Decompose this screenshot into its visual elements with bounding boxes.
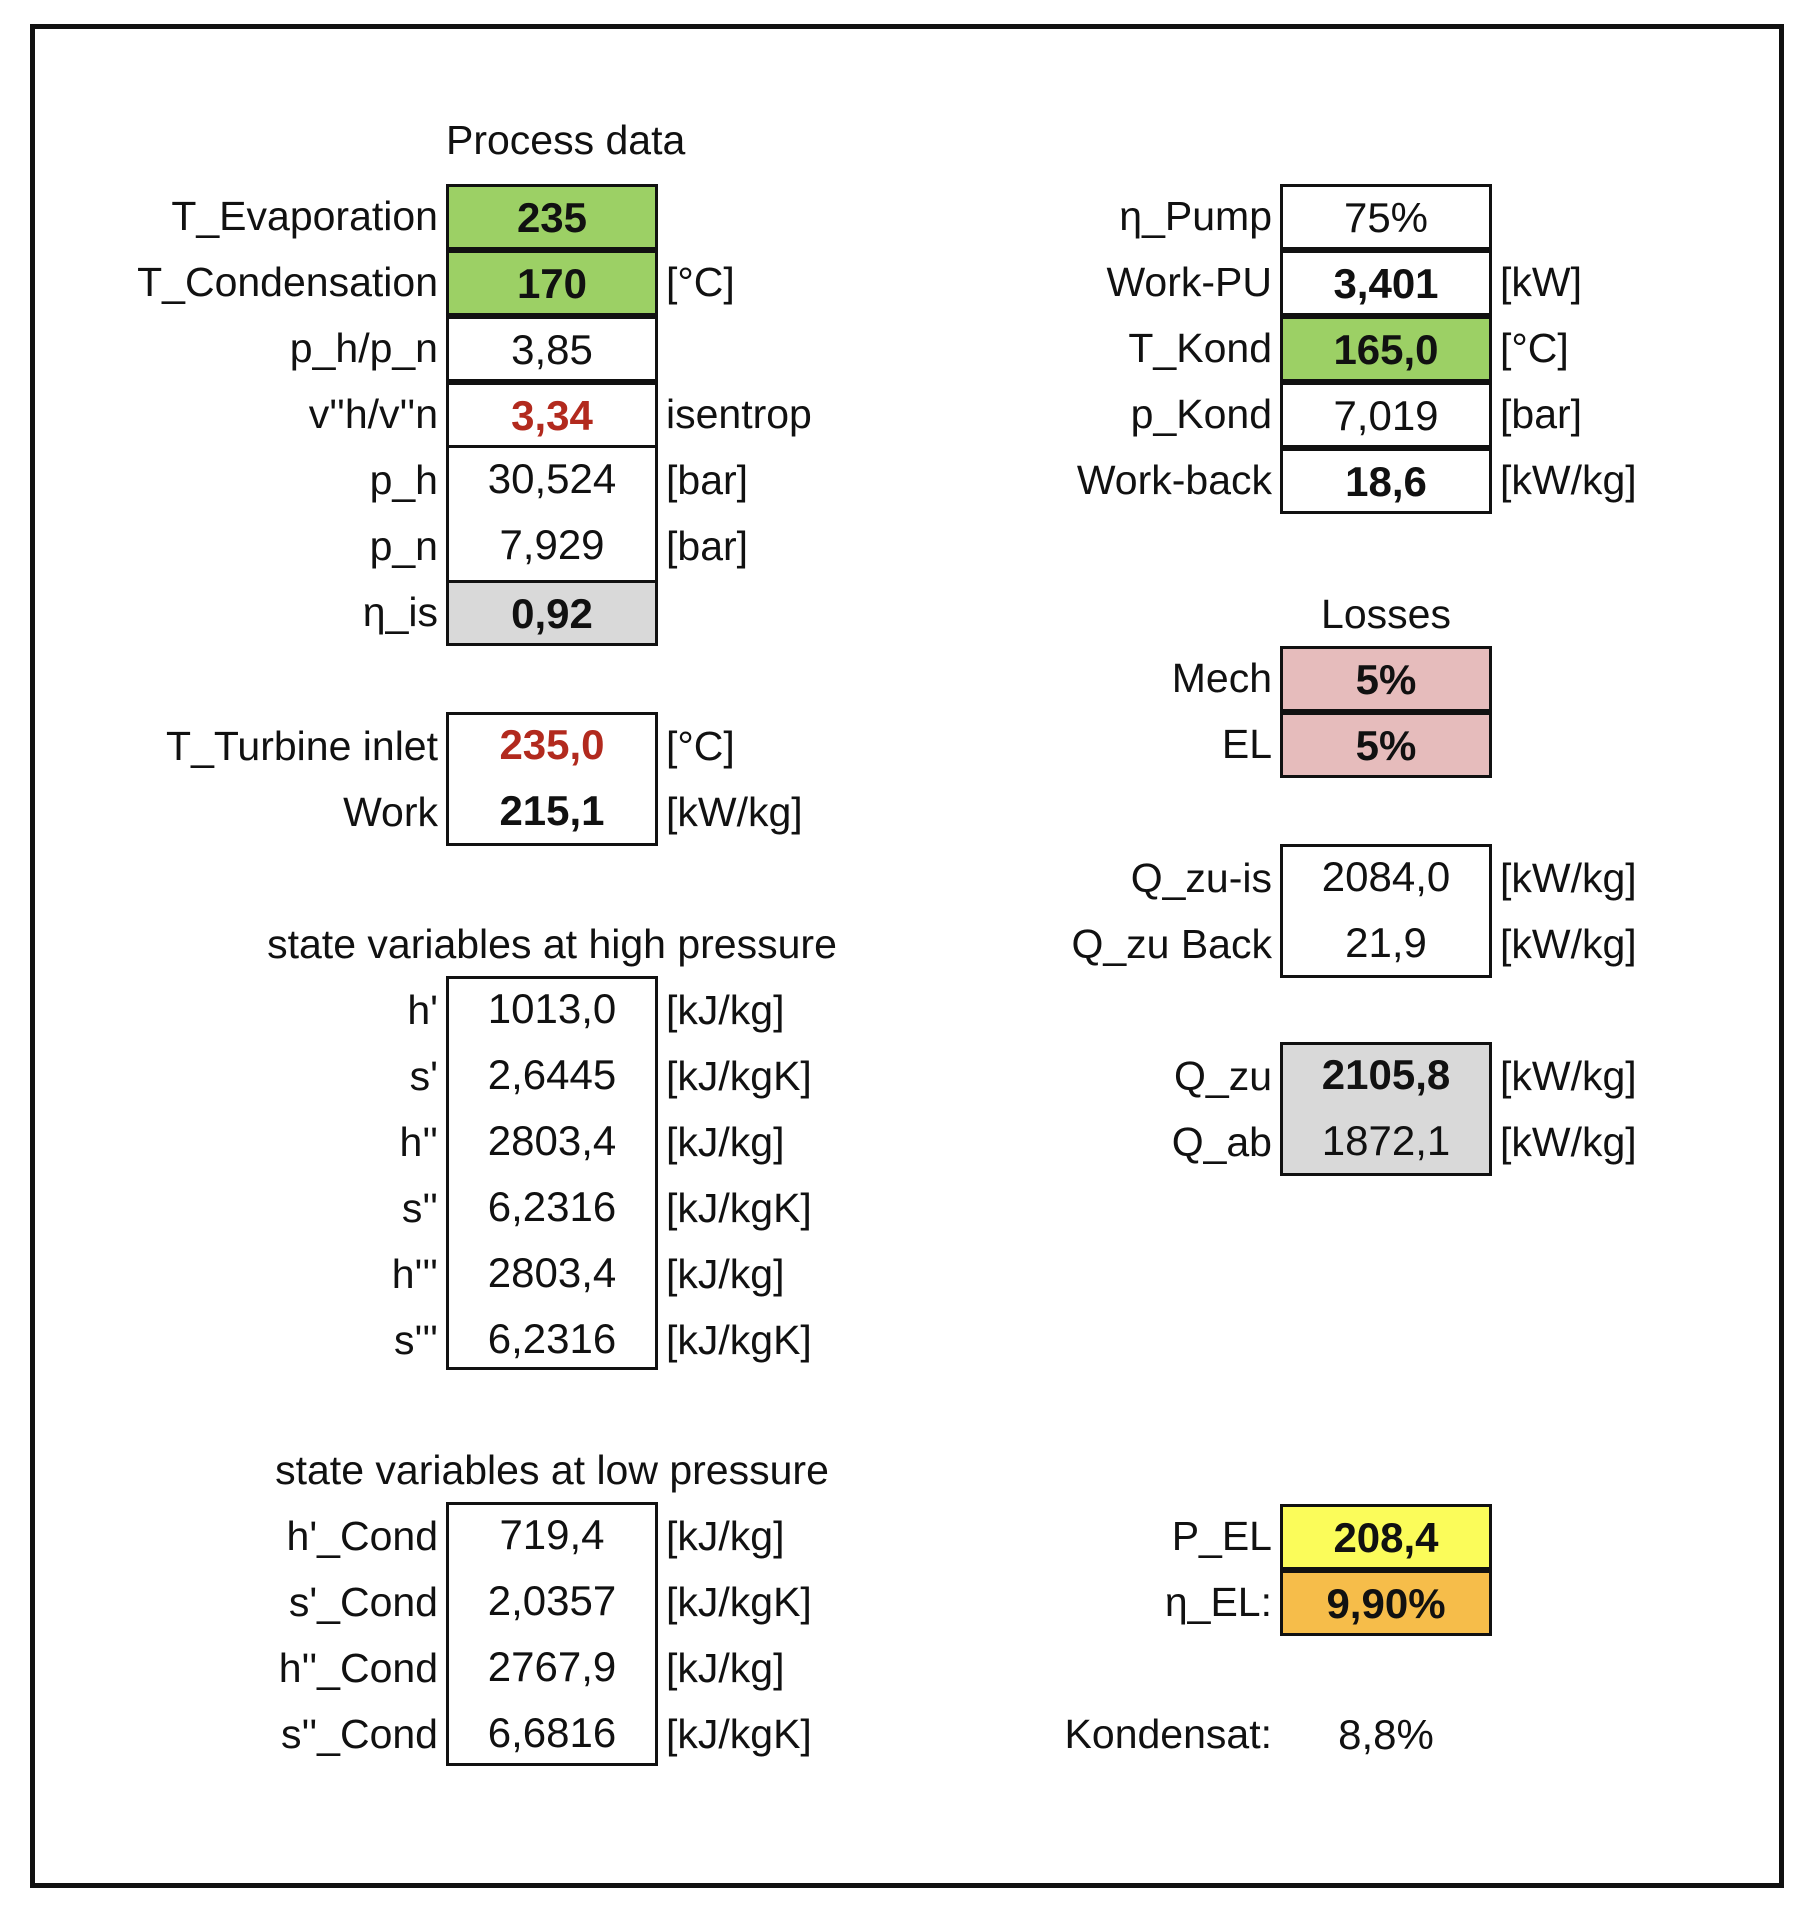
q-zu-back-label: Q_zu Back: [1071, 921, 1272, 967]
hp-h3-unit: [kJ/kg]: [666, 1251, 785, 1297]
p-kond-unit: [bar]: [1500, 391, 1583, 437]
p-el-label: P_EL: [1171, 1513, 1272, 1559]
q-zu-is-label: Q_zu-is: [1130, 855, 1272, 901]
hp-s3-value[interactable]: 6,2316: [487, 1315, 617, 1362]
kondensat-value: 8,8%: [1338, 1711, 1434, 1758]
eta-pump-value[interactable]: 75%: [1280, 184, 1492, 250]
q-zu-label: Q_zu: [1174, 1053, 1272, 1099]
q-zu-back-value[interactable]: 21,9: [1345, 919, 1427, 966]
p-n-unit: [bar]: [666, 523, 749, 569]
lp-s1-value[interactable]: 2,0357: [487, 1577, 617, 1624]
t-condensation-unit: [°C]: [666, 259, 735, 305]
eta-el-label: η_EL:: [1164, 1579, 1272, 1625]
t-turbine-inlet-label: T_Turbine inlet: [166, 723, 438, 769]
el-loss-value[interactable]: 5%: [1280, 712, 1492, 778]
q-zu-back-unit: [kW/kg]: [1500, 921, 1637, 967]
vh-vn-unit: isentrop: [666, 391, 812, 437]
low-pressure-title: state variables at low pressure: [275, 1447, 829, 1493]
q-zu-is-value[interactable]: 2084,0: [1321, 853, 1451, 900]
lp-s2-unit: [kJ/kgK]: [666, 1711, 812, 1757]
hp-s2-label: s'': [401, 1185, 438, 1231]
t-kond-unit: [°C]: [1500, 325, 1569, 371]
vh-vn-label: v''h/v''n: [308, 391, 438, 437]
work-pu-value[interactable]: 3,401: [1280, 250, 1492, 316]
lp-h2-value[interactable]: 2767,9: [487, 1643, 617, 1690]
q-zu-value[interactable]: 2105,8: [1321, 1051, 1451, 1098]
ph-pn-value[interactable]: 3,85: [446, 316, 658, 382]
t-turbine-inlet-value[interactable]: 235,0: [499, 721, 605, 768]
hp-h3-value[interactable]: 2803,4: [487, 1249, 617, 1296]
ph-pn-label: p_h/p_n: [289, 325, 438, 371]
t-condensation-label: T_Condensation: [137, 259, 438, 305]
hp-s3-label: s''': [394, 1317, 438, 1363]
hp-s1-unit: [kJ/kgK]: [666, 1053, 812, 1099]
hp-s3-unit: [kJ/kgK]: [666, 1317, 812, 1363]
work-back-value[interactable]: 18,6: [1280, 448, 1492, 514]
lp-s2-value[interactable]: 6,6816: [487, 1709, 617, 1756]
hp-s1-label: s': [409, 1053, 438, 1099]
high-pressure-title: state variables at high pressure: [267, 921, 837, 967]
p-h-label: p_h: [369, 457, 438, 503]
lp-s1-unit: [kJ/kgK]: [666, 1579, 812, 1625]
hp-h1-unit: [kJ/kg]: [666, 987, 785, 1033]
p-n-label: p_n: [369, 523, 438, 569]
q-zu-is-unit: [kW/kg]: [1500, 855, 1637, 901]
kondensat-label: Kondensat:: [1064, 1711, 1272, 1757]
lp-h1-value[interactable]: 719,4: [499, 1511, 605, 1558]
work-value[interactable]: 215,1: [499, 787, 605, 834]
t-kond-value[interactable]: 165,0: [1280, 316, 1492, 382]
q-ab-value[interactable]: 1872,1: [1321, 1117, 1451, 1164]
hp-s2-value[interactable]: 6,2316: [487, 1183, 617, 1230]
hp-h1-label: h': [407, 987, 438, 1033]
work-unit: [kW/kg]: [666, 789, 803, 835]
lp-s2-label: s''_Cond: [281, 1711, 438, 1757]
t-kond-label: T_Kond: [1128, 325, 1272, 371]
p-kond-label: p_Kond: [1130, 391, 1272, 437]
work-label: Work: [343, 789, 438, 835]
hp-s1-value[interactable]: 2,6445: [487, 1051, 617, 1098]
lp-h1-label: h'_Cond: [286, 1513, 438, 1559]
eta-pump-label: η_Pump: [1119, 193, 1272, 239]
lp-h1-unit: [kJ/kg]: [666, 1513, 785, 1559]
t-condensation-value[interactable]: 170: [446, 250, 658, 316]
work-back-unit: [kW/kg]: [1500, 457, 1637, 503]
work-pu-unit: [kW]: [1500, 259, 1582, 305]
p-h-unit: [bar]: [666, 457, 749, 503]
work-back-label: Work-back: [1076, 457, 1272, 503]
lp-h2-label: h''_Cond: [278, 1645, 438, 1691]
eta-is-value[interactable]: 0,92: [446, 580, 658, 646]
t-evaporation-value[interactable]: 235: [446, 184, 658, 250]
hp-h1-value[interactable]: 1013,0: [487, 985, 617, 1032]
q-ab-label: Q_ab: [1171, 1119, 1272, 1165]
p-el-value[interactable]: 208,4: [1280, 1504, 1492, 1570]
hp-h3-label: h''': [391, 1251, 438, 1297]
q-ab-unit: [kW/kg]: [1500, 1119, 1637, 1165]
work-pu-label: Work-PU: [1106, 259, 1272, 305]
hp-h2-unit: [kJ/kg]: [666, 1119, 785, 1165]
losses-title: Losses: [1321, 591, 1451, 637]
t-turbine-inlet-unit: [°C]: [666, 723, 735, 769]
eta-is-label: η_is: [362, 589, 438, 635]
t-evaporation-label: T_Evaporation: [171, 193, 438, 239]
hp-s2-unit: [kJ/kgK]: [666, 1185, 812, 1231]
lp-h2-unit: [kJ/kg]: [666, 1645, 785, 1691]
q-zu-unit: [kW/kg]: [1500, 1053, 1637, 1099]
eta-el-value[interactable]: 9,90%: [1280, 1570, 1492, 1636]
p-n-value[interactable]: 7,929: [499, 521, 605, 568]
hp-h2-label: h'': [399, 1119, 438, 1165]
mech-loss-value[interactable]: 5%: [1280, 646, 1492, 712]
mech-loss-label: Mech: [1171, 655, 1272, 701]
p-h-value[interactable]: 30,524: [487, 455, 617, 502]
lp-s1-label: s'_Cond: [288, 1579, 438, 1625]
process-data-title: Process data: [446, 117, 686, 163]
hp-h2-value[interactable]: 2803,4: [487, 1117, 617, 1164]
p-kond-value[interactable]: 7,019: [1280, 382, 1492, 448]
vh-vn-value[interactable]: 3,34: [446, 382, 658, 448]
el-loss-label: EL: [1221, 721, 1272, 767]
